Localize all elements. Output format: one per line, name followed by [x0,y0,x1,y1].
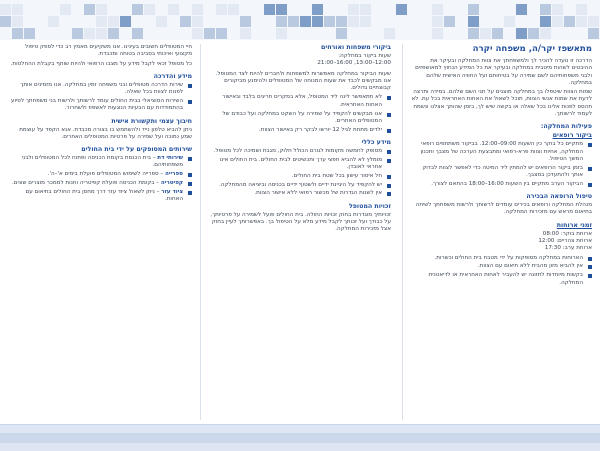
intro-paragraph: כל מטופל זכאי לקבל מידע על מצבו הרפואי ולהיות שותף בקבלת ההחלטות. [10,60,192,67]
list-item: שירות הדרכה מטופלים ובני משפחה זמין במחלקה. אנו מזמינים אותך לפנות לצוות בכל שאלה. [10,82,192,97]
decorative-square [96,4,107,15]
decorative-square [468,4,479,15]
paragraph: ניתן להביא טלפון נייד ולהשתמש בו בצורה מכבדת. אנא הקפד על עוצמת שמע נמוכה ועל שמירה על פרטיות המטופלים האחרים. [19,126,192,140]
decorative-square [300,16,311,27]
decorative-square [468,28,479,39]
bullet-icon [588,183,592,187]
list-item: אין לשנות הגדרות של מכשור רפואי ללא אישור הצוות. [209,190,391,197]
decorative-square [132,4,143,15]
list-item: לא תתאפשר לינה ליד המטופל, אלא במקרים חריגים בלבד ובאישור האחות האחראית. [209,94,391,109]
section-title: זכויות המטופל [348,202,391,210]
column-right [410,44,592,422]
decorative-square [540,16,551,27]
decorative-square [432,4,443,15]
decorative-square [192,16,203,27]
decorative-square [468,16,479,27]
decorative-square [480,28,491,39]
decorative-square [432,28,443,39]
decorative-square [60,4,71,15]
decorative-square [384,28,395,39]
bullet-icon [588,143,592,147]
decorative-square [180,16,191,27]
decorative-square [312,16,323,27]
list-item: בקשות מיוחדות לתזונה יש להעביר לאחות האחראית או לדיאטנית המחלקה. [410,272,592,287]
decorative-square [276,28,287,39]
visiting-hours: 12:00–13:00, 16:00–21:00 [317,60,391,67]
decorative-square [12,28,23,39]
decorative-square [552,16,563,27]
list-item: קפיטריה – בקומת הכניסה פועלת קפיטריה וחנות לממכר מוצרים שונים. [10,180,192,187]
bullet-icon [387,192,391,196]
paragraph: זכויותיך מוגדרות בחוק זכויות החולה. בית החולים פועל לשמירה על פרטיותך, על כבודך ועל זכותך לקבל מידע מלא על הטיפול בך. באפשרותך לעיין בחוק אצל מזכירות המחלקה. [210,211,391,233]
decorative-square [96,28,107,39]
section-title: טיפול הרופאה הבכירה [526,193,592,201]
section-title: פעילות המחלקה: [540,123,592,131]
list-item: אין להביא מזון מהבית ללא תיאום עם הצוות. [410,263,592,270]
decorative-square [216,28,227,39]
list-item: ציוד עזר – ניתן לשאול ציוד עזר דרך מחסן בית החולים בתיאום עם האחות. [10,189,192,204]
list-item: חל איסור עישון בכל שטח בית החולים. [209,173,391,180]
decorative-square [492,28,503,39]
bullet-icon [188,84,192,88]
footer-decoration [0,424,600,451]
decorative-square [540,4,551,15]
list-item: אנו מבקשים להקפיד על שמירה על השקט במחלקה ועל כבודם של המטופלים האחרים. [209,111,391,126]
column-divider [200,44,201,420]
bullet-icon [387,175,391,179]
decorative-square [552,4,563,15]
column-divider [402,44,403,420]
bullet-icon [588,265,592,269]
list-item: בזמן ביקור הרופאים יש להמתין ליד המיטה כדי לאפשר לצוות לבדוק אותך ולהתעדכן במצבך. [410,165,592,180]
section-title: שירותים המסופקים על ידי בית החולים [81,146,192,154]
list-item: שירותי דת – בית הכנסת בקומת הכניסה ופתוח לכל המטופלים ולבני משפחותיהם. [10,155,192,170]
visiting-hours-label: שעות ביקור במחלקה: [338,53,391,59]
decorative-square [336,16,347,27]
decorative-square [84,28,95,39]
bullet-icon [387,184,391,188]
service-label: ציוד עזר [161,188,183,195]
intro-paragraph: שמות הצוות שיטפלו בך במחלקה מוצגים על תגי השם שלהם. במידה ותרצה לדעת את שמות אנשי הצוות, תוכל לשאול את האחות האחראית בכל עת. לא תהסס לפנות אלינו בכל שאלה או בקשה שיש לך, בזמן שהותך אצלנו ונשמח לעמוד לרשותך. [411,89,592,118]
section-title: מידע והדרכה [153,72,192,80]
list-item: ילדים מתחת לגיל 12 יורשו לבקר רק באישור הצוות. [209,127,391,134]
decorative-square [240,28,251,39]
decorative-square [228,4,239,15]
meal-time: ארוחת צהריים: 12:00 [538,238,592,245]
decorative-square [264,4,275,15]
header-decoration [0,0,600,40]
decorative-square [108,28,119,39]
decorative-square [540,28,551,39]
decorative-square [120,16,131,27]
list-item: יש להקפיד על היגיינת ידיים ולשטוף ידיים בכניסה וביציאה מהמחלקה. [209,182,391,189]
decorative-square [564,16,575,27]
bullet-icon [387,150,391,154]
bullet-icon [588,167,592,171]
decorative-square [84,4,95,15]
decorative-square [324,16,335,27]
section-title: זמני ארוחות [556,221,592,229]
bullet-icon [188,157,192,161]
section-title: חיבוך עצמי ותקשורת אישית [111,117,192,125]
list-item: ספרייה – ספרייה לשימוש המטופלים פועלת בימים א'–ה'. [10,171,192,178]
decorative-square [0,16,11,27]
decorative-square [588,16,599,27]
decorative-square [576,4,587,15]
decorative-square [348,4,359,15]
bullet-icon [188,100,192,104]
decorative-square [48,16,59,27]
decorative-square [216,4,227,15]
service-label: קפיטריה [160,180,183,187]
footer-strip [0,433,600,443]
decorative-square [360,16,371,27]
decorative-square [444,16,455,27]
decorative-square [336,28,347,39]
bullet-icon [387,96,391,100]
bullet-icon [387,159,391,163]
decorative-square [588,28,599,39]
decorative-square [240,16,251,27]
decorative-square [168,4,179,15]
decorative-square [360,4,371,15]
list-item: מתקיים כל בוקר כין השעות 09:00–12:00. בביקור משתתפים רופאי המחלקה, אחיות וצוות פרא-רפואי ומתבצעת הערכה של מצבך ותכנון המשך הטיפול. [410,141,592,163]
decorative-square [396,4,407,15]
decorative-square [132,28,143,39]
decorative-square [576,16,587,27]
bullet-icon [188,182,192,186]
decorative-square [288,16,299,27]
decorative-square [516,28,527,39]
section-title: ביקורי משפחות ואורחים [320,44,391,51]
section-title: מידע כללי [361,138,391,146]
meal-time: ארוחת בוקר: 08:00 [542,230,592,237]
list-item: השירות הסוציאלי בבית החולים עומד לרשותך ולרשות בני משפחתך לסיוע בהתמודדות עם הבעיות הנוגעות לאשפוז ולשחרור. [10,98,192,113]
paragraph: מנהלת המחלקה ורופאים בכירים עומדים לרשותך ולרשות משפחתך לשיחה בתיאום מראש עם מזכירות המחלקה. [415,202,592,216]
service-label: שירותי דת [157,155,183,162]
bullet-icon [588,257,592,261]
decorative-square [192,28,203,39]
section-subtitle: ביקור רופאים [552,132,592,140]
meal-time: ארוחת ערב: 17:30 [544,245,592,252]
list-item: הארוחות במחלקה מסופקות על ידי מטבח בית החולים וכשרות. [410,255,592,262]
decorative-square [276,4,287,15]
decorative-square [12,16,23,27]
service-label: ספרייה [165,171,183,178]
decorative-square [276,16,287,27]
bullet-icon [387,129,391,133]
decorative-square [528,28,539,39]
bullet-icon [588,274,592,278]
bullet-icon [188,173,192,177]
intro-paragraph: הדרכה זו נועדה להכיר לך ולמשפחתך את צוות המחלקה ובעיקר את ההיבטים לשהות מיטבית במחלקה ובעיקר את כל המידע הנחוץ למאושפזים ולבני משפחותיהם לשם שמירה על בטיחותם ועל החוויה האישית שלהם במחלקה. [415,58,592,86]
page-title: מתאשפז יקר/ה, משפחה יקרה [472,44,592,54]
decorative-square [108,16,119,27]
decorative-square [204,28,215,39]
decorative-square [12,4,23,15]
decorative-square [504,16,515,27]
decorative-square [156,16,167,27]
decorative-square [432,16,443,27]
list-item: הביקור הערב מתקיים בין השעות 16:00–18:00 בהתאם לצורך. [410,181,592,188]
column-middle [209,44,391,422]
decorative-square [312,4,323,15]
paragraph: שעות הביקור במחלקה מאפשרות למשפחות ולחברים להיות לצד המטופל. אנו מבקשים לכבד את שעות המנוחה של המטופלים ולהימנע מביקורים קבוצתיים גדולים. [215,70,391,92]
decorative-square [144,4,155,15]
bullet-icon [188,191,192,195]
intro-paragraph: חיי המטופלים חשובים בעינינו. אנו משקיעים מאמץ רב כדי לספק טיפול מקצועי ואיכותי בסביבה בטוחה ומכבדת. [25,44,192,58]
list-item: מומלץ לא להביא חפצי ערך ותכשיטים לבית החולים. בית החולים אינו אחראי לאובדן. [209,157,391,172]
bullet-icon [387,113,391,117]
decorative-square [96,16,107,27]
decorative-square [348,16,359,27]
decorative-square [516,4,527,15]
list-item: מסופק לחמשה מקומות לגורם הכולל חלוק, מגבת ושמיכה לכל מטופל. [209,148,391,155]
decorative-square [24,28,35,39]
decorative-square [0,4,11,15]
decorative-square [192,4,203,15]
decorative-square [72,28,83,39]
column-left [10,44,192,422]
